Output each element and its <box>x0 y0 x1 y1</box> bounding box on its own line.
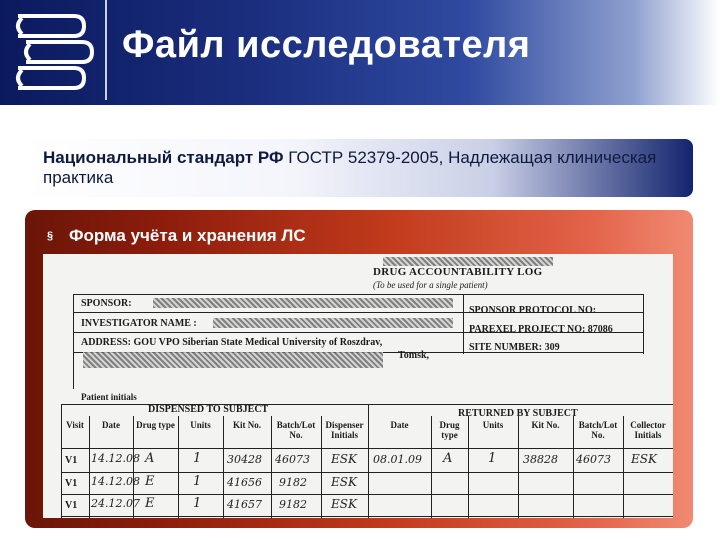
row-initials: ESK <box>331 497 357 511</box>
sponsor-protocol-label: SPONSOR PROTOCOL NO: <box>469 305 597 316</box>
row-return-initials: ESK <box>631 452 657 466</box>
redaction <box>83 352 383 368</box>
row-return-kit: 38828 <box>523 453 558 466</box>
row-date: 24.12.07 <box>91 497 140 510</box>
row-kit: 30428 <box>227 453 262 466</box>
parexel-label: PAREXEL PROJECT NO: 87086 <box>469 324 613 335</box>
row-type: A <box>145 451 155 466</box>
redaction <box>153 298 453 308</box>
redaction <box>383 257 553 266</box>
row-units: 1 <box>193 496 202 511</box>
row-return-batch: 46073 <box>576 453 611 466</box>
row-visit: V1 <box>65 478 78 489</box>
standard-name: Национальный стандарт РФ <box>43 148 284 167</box>
row-visit: V1 <box>65 455 78 466</box>
books-icon <box>8 6 100 94</box>
row-visit: V1 <box>65 500 78 511</box>
row-type: E <box>145 496 155 511</box>
row-kit: 41657 <box>227 498 262 511</box>
col-return-kit: Kit No. <box>531 420 560 430</box>
col-collector: Collector Initials <box>630 420 666 440</box>
content-panel <box>25 210 693 528</box>
col-kit-no: Kit No. <box>233 420 261 430</box>
row-type: E <box>145 474 155 489</box>
returned-header: RETURNED BY SUBJECT <box>458 408 578 419</box>
bullet-marker: § <box>47 230 54 242</box>
address-tail: Tomsk, <box>398 350 430 361</box>
row-batch: 9182 <box>279 498 307 511</box>
standard-reference-text <box>43 148 683 188</box>
col-batch-lot: Batch/Lot No. <box>276 420 316 440</box>
row-kit: 41656 <box>227 476 262 489</box>
col-drug-type: Drug type <box>136 420 175 430</box>
row-return-units: 1 <box>488 451 497 466</box>
title-banner <box>0 0 720 105</box>
standard-detail: ГОСТР 52379-2005, Надлежащая клиническая практика <box>43 148 657 187</box>
col-dispenser: Dispenser Initials <box>325 420 364 440</box>
row-date: 14.12.08 <box>91 475 140 488</box>
row-initials: ESK <box>331 452 357 466</box>
patient-initials-label: Patient initials <box>81 392 137 402</box>
investigator-label: INVESTIGATOR NAME : <box>81 318 197 329</box>
dispensed-header: DISPENSED TO SUBJECT <box>148 404 269 415</box>
bullet-item <box>47 226 306 246</box>
col-return-date: Date <box>390 420 409 430</box>
row-return-type: A <box>443 451 453 466</box>
address-label: ADDRESS: GOU VPO Siberian State Medical University of Roszdrav, <box>81 337 383 348</box>
col-return-drug-type: Drug type <box>439 420 460 440</box>
page-title: Файл исследователя <box>122 24 531 66</box>
col-visit: Visit <box>66 420 84 430</box>
row-batch: 9182 <box>279 476 307 489</box>
row-return-date: 08.01.09 <box>373 453 422 466</box>
row-initials: ESK <box>331 475 357 489</box>
row-date: 14.12.08 <box>91 452 140 465</box>
sponsor-label: SPONSOR: <box>81 298 132 309</box>
site-label: SITE NUMBER: 309 <box>469 342 560 353</box>
row-units: 1 <box>193 451 202 466</box>
header-divider <box>105 0 107 100</box>
col-units: Units <box>190 420 211 430</box>
standard-reference-box <box>25 139 693 197</box>
redaction <box>213 318 453 328</box>
log-title: DRUG ACCOUNTABILITY LOG <box>373 266 543 278</box>
col-date: Date <box>102 420 120 430</box>
bullet-text: Форма учёта и хранения ЛС <box>69 226 306 245</box>
drug-accountability-log-image <box>43 254 673 518</box>
row-batch: 46073 <box>275 453 310 466</box>
log-note: (To be used for a single patient) <box>373 280 488 290</box>
col-return-units: Units <box>482 420 504 430</box>
col-return-batch: Batch/Lot No. <box>578 420 618 440</box>
row-units: 1 <box>193 474 202 489</box>
